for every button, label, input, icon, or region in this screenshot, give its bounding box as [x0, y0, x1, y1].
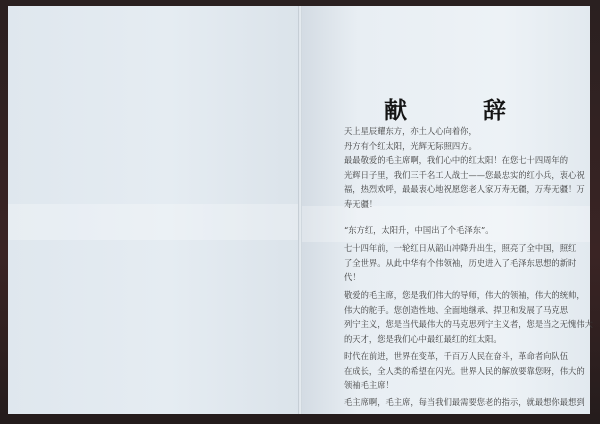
text-line: 在成长，全人类的希望在闪光。世界人民的解放要靠您呀，伟大的 [344, 365, 585, 376]
text-line: 丹方有个红太阳，光辉无际照四方。 [344, 140, 477, 151]
left-page [8, 6, 300, 414]
text-line: 领袖毛主席！ [344, 380, 394, 391]
paragraph-6 [344, 349, 585, 393]
text-line: 毛主席啊，毛主席，每当我们最需要您老的指示，就最想你最想到 [344, 397, 585, 407]
page-title: 献 辞 [383, 98, 540, 124]
paragraph-5 [344, 288, 593, 346]
text-line: 最最敬爱的毛主席啊，我们心中的红太阳！在您七十四周年的 [344, 155, 569, 165]
text-line: 了全世界。从此中华有个伟领袖，历史进入了毛泽东思想的新时 [344, 257, 577, 268]
paragraph-2 [344, 153, 585, 211]
text-line: 天上星辰耀东方，亦土人心向着你， [344, 126, 477, 136]
text-line: 的天才，您是我们心中最红最红的红太阳。 [344, 333, 502, 344]
paragraph-7 [344, 395, 585, 410]
text-line: 福，热烈欢呼，最最衷心地祝愿您老人家万寿无疆，万寿无疆！万 [344, 184, 585, 195]
text-line: 伟大的舵手。您创造性地、全面地继承、捍卫和发展了马克思 [344, 304, 569, 315]
paragraph-4 [344, 241, 577, 285]
text-line: 寿无疆！ [344, 198, 378, 209]
paragraph-1 [344, 124, 568, 153]
book-spine-fold [298, 6, 302, 414]
paper-crease [8, 204, 300, 240]
text-line: 代！ [344, 272, 361, 283]
paragraph-3 [344, 223, 568, 238]
text-line: 列宁主义，您是当代最伟大的马克思列宁主义者，您是当之无愧伟大 [344, 319, 593, 330]
text-line: 光辉日子里，我们三千名工人战士——您最忠实的红小兵，衷心祝 [344, 169, 585, 180]
text-line: 七十四年前，一轮红日从韶山冲降升出生，照亮了全中国，照红 [344, 243, 577, 253]
text-line: 时代在前进，世界在变革，千百万人民在奋斗，革命者向队伍 [344, 351, 569, 361]
right-page [300, 6, 593, 414]
text-line: 敬爱的毛主席，您是我们伟大的导师，伟大的领袖，伟大的统帅， [344, 290, 585, 300]
text-line: “东方红，太阳升，中国出了个毛泽东”。 [344, 225, 494, 235]
